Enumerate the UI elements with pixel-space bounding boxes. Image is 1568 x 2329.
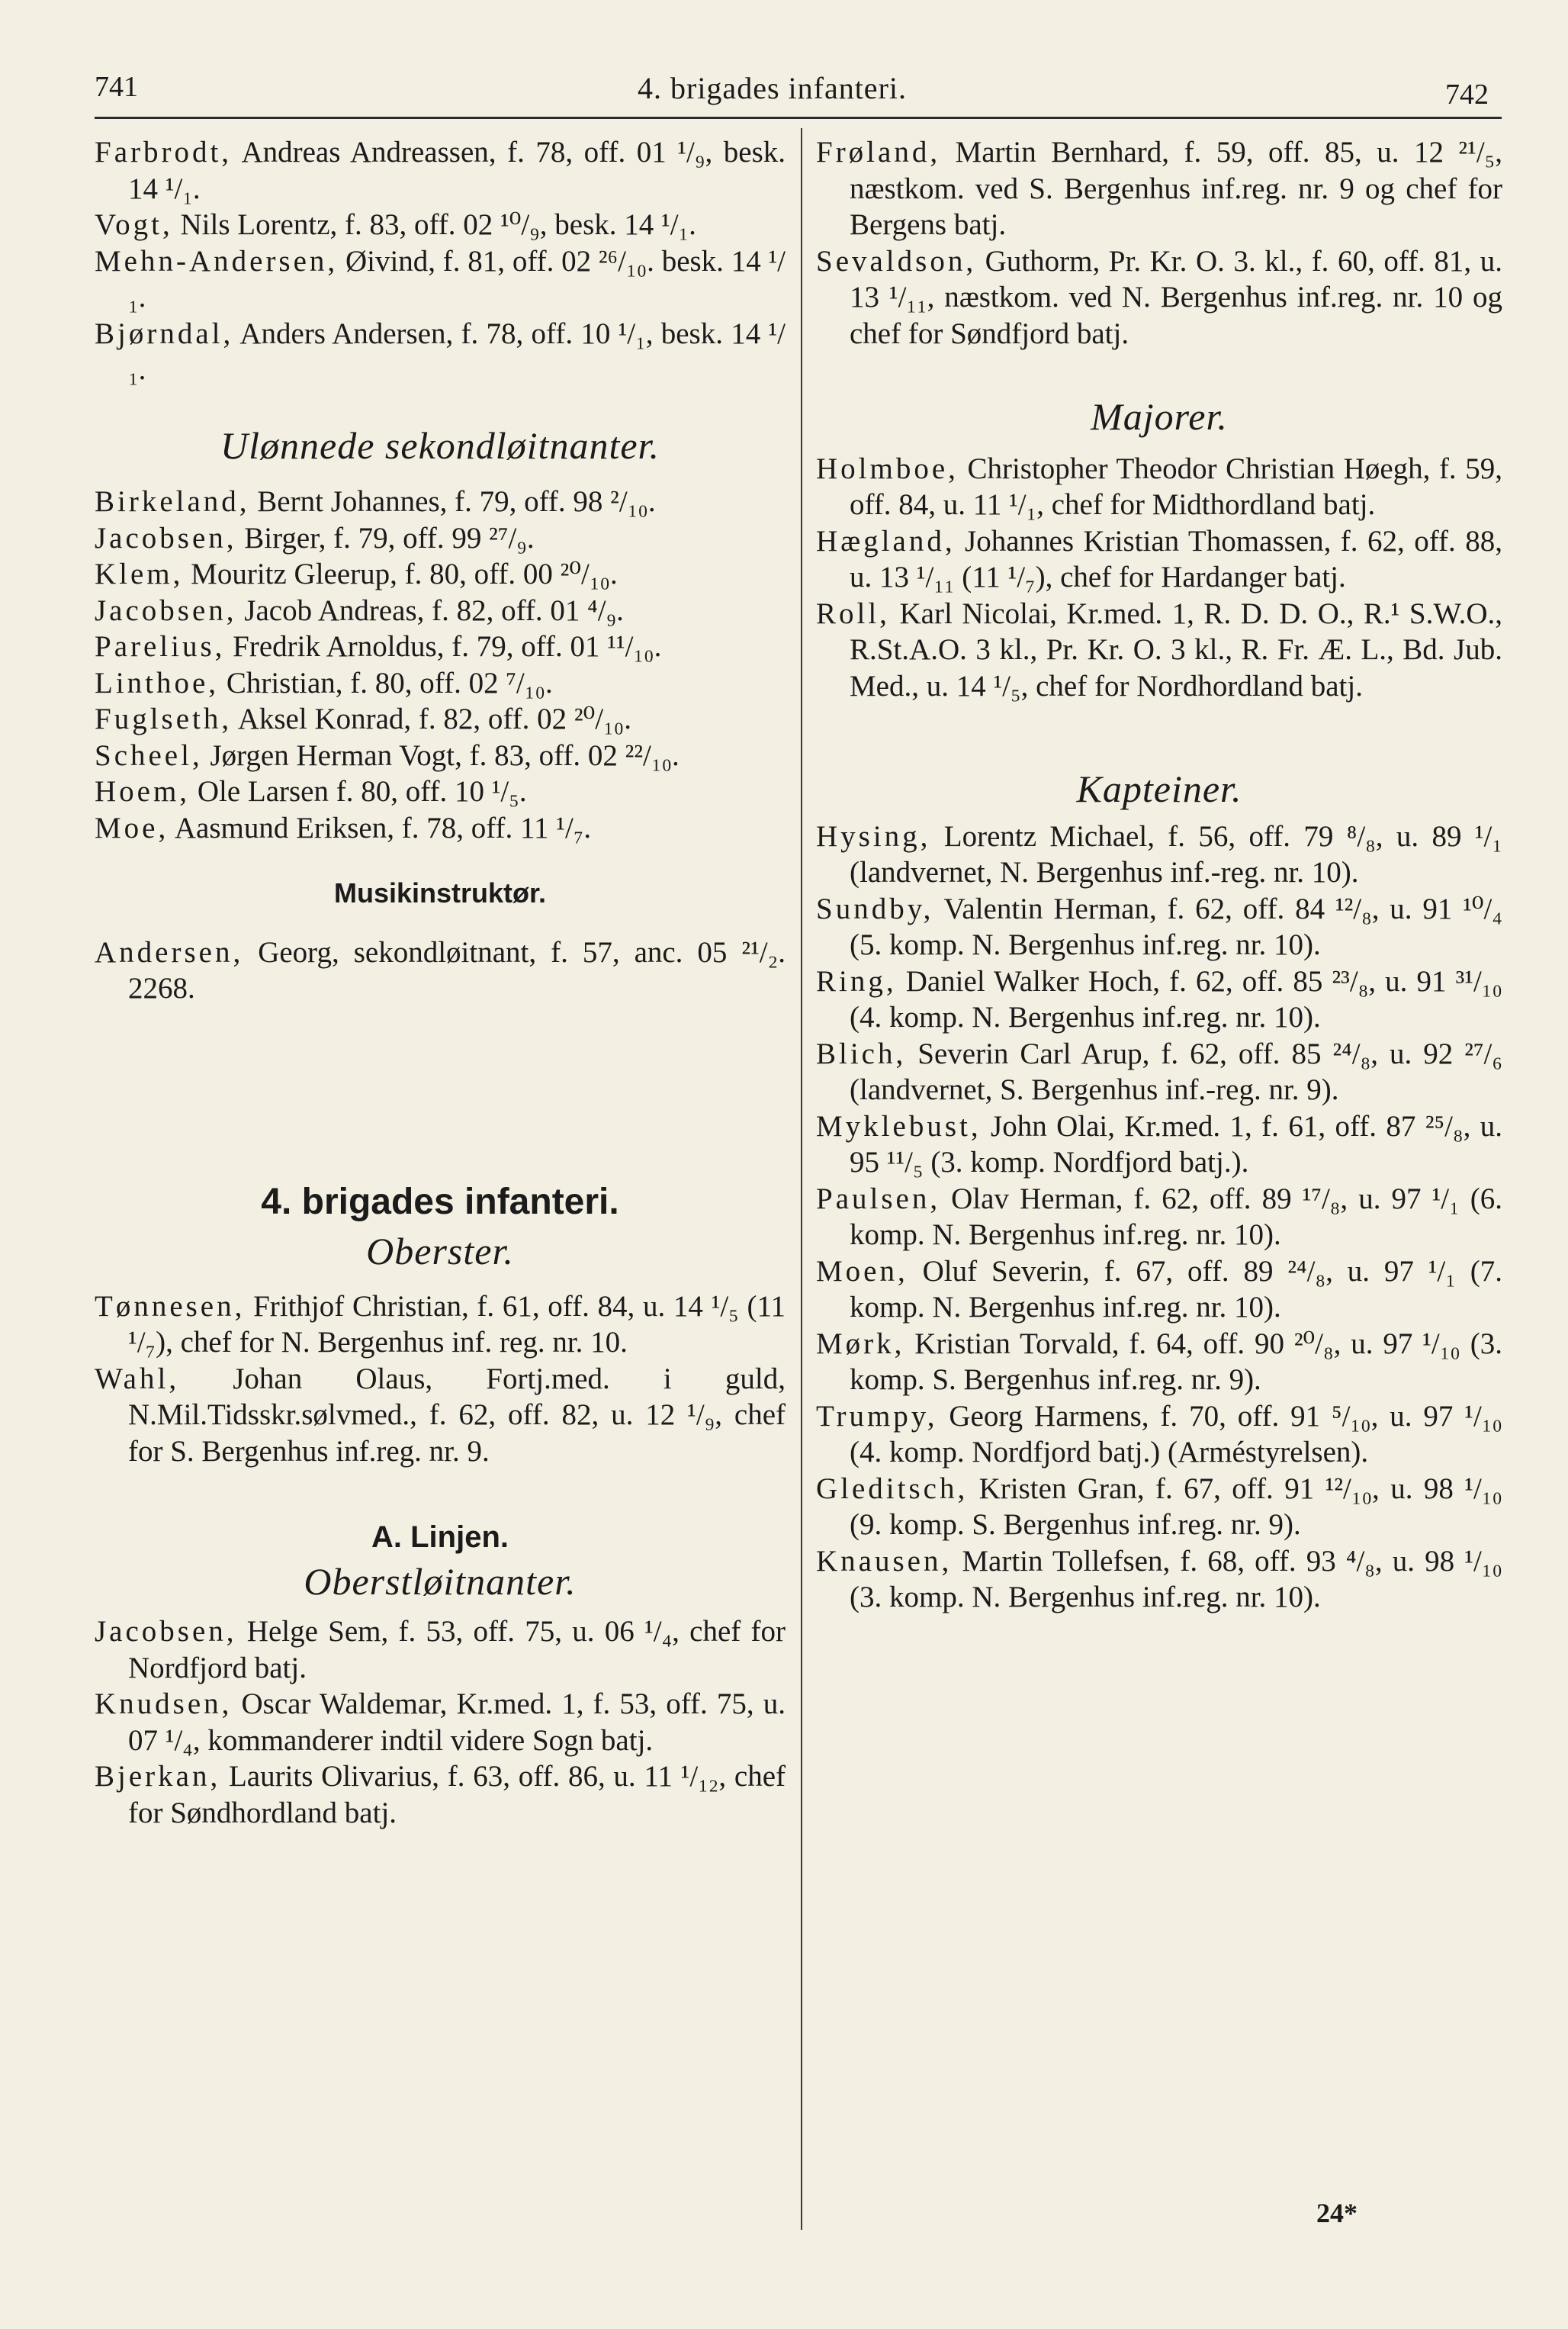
list-item — [816, 1543, 1502, 1616]
entry-text: Johannes Kristian Thomassen, f. 62, off. 88, u. 13 ¹/₁₁ (11 ¹/₇), chef for Hardanger batj. — [850, 524, 1502, 594]
entry-text: Martin Tollefsen, f. 68, off. 93 ⁴/₈, u. 98 ¹/₁₀ (3. komp. N. Bergenhus inf.reg. nr. 10). — [850, 1544, 1502, 1613]
section-heading-musik: Musikinstruktør. — [333, 877, 547, 909]
list-item — [95, 774, 786, 810]
list-item — [95, 484, 786, 520]
page-header — [0, 67, 1568, 113]
header-rule — [95, 117, 1502, 119]
list-item — [816, 1108, 1502, 1181]
surname: Frøland, — [816, 136, 941, 169]
surname: Ring, — [816, 964, 897, 998]
entry-list — [816, 451, 1502, 705]
entry-text: Daniel Walker Hoch, f. 62, off. 85 ²³/₈, u. 91 ³¹/₁₀ (4. komp. N. Bergenhus inf.reg. nr. 10). — [850, 964, 1502, 1034]
entry-text: Aasmund Eriksen, f. 78, off. 11 ¹/₇. — [169, 811, 592, 844]
entry-text: Christian, f. 80, off. 02 ⁷/₁₀. — [219, 666, 553, 700]
entry-text: Jørgen Herman Vogt, f. 83, off. 02 ²²/₁₀. — [202, 738, 680, 772]
surname: Myklebust, — [816, 1109, 982, 1143]
entry-text: Aksel Konrad, f. 82, off. 02 ²⁰/₁₀. — [232, 703, 632, 735]
surname: Mørk, — [816, 1327, 905, 1360]
entry-text: John Olai, Kr.med. 1, f. 61, off. 87 ²⁵/₈, u. 95 ¹¹/₅ (3. komp. Nordfjord batj.). — [850, 1109, 1502, 1179]
surname: Sundby, — [816, 892, 934, 925]
entry-text: Helge Sem, f. 53, off. 75, u. 06 ¹/₄, chef for Nordfjord batj. — [128, 1615, 786, 1684]
surname: Hysing, — [816, 819, 931, 853]
list-item — [816, 819, 1502, 891]
entry-text: Georg, sekondløitnant, f. 57, anc. 05 ²¹/₂. 2268. — [128, 935, 786, 1005]
section-heading-oberster: Oberster. — [366, 1230, 514, 1272]
entry-list — [816, 134, 1502, 352]
entry-list — [95, 1613, 786, 1831]
entry-text: Kristian Torvald, f. 64, off. 90 ²⁰/₈, u. 97 ¹/₁₀ (3. komp. S. Bergenhus inf.reg. nr. 9). — [850, 1327, 1502, 1396]
entry-text: Oluf Severin, f. 67, off. 89 ²⁴/₈, u. 97 ¹/₁ (7. komp. N. Bergenhus inf.reg. nr. 10). — [850, 1254, 1502, 1324]
list-item — [95, 243, 786, 316]
list-item — [95, 207, 786, 243]
entry-list — [95, 484, 786, 846]
entry-text: Jacob Andreas, f. 82, off. 01 ⁴/₉. — [236, 594, 624, 627]
list-item — [816, 963, 1502, 1036]
entry-list — [95, 1288, 786, 1470]
surname: Wahl, — [95, 1362, 180, 1395]
surname: Bjerkan, — [95, 1760, 221, 1793]
list-item — [95, 1758, 786, 1831]
entry-text: Olav Herman, f. 62, off. 89 ¹⁷/₈, u. 97 ¹/₁ (6. komp. N. Bergenhus inf.reg. nr. 10). — [850, 1182, 1502, 1251]
surname: Knausen, — [816, 1544, 953, 1578]
surname: Bjørndal, — [95, 317, 234, 350]
surname: Vogt, — [95, 208, 173, 241]
entry-text: Christopher Theodor Christian Høegh, f. 59, off. 84, u. 11 ¹/₁, chef for Midthordland batj. — [850, 452, 1502, 521]
entry-text: Øivind, f. 81, off. 02 ²⁶/₁₀. besk. 14 ¹/₁. — [128, 244, 786, 314]
surname: Trumpy, — [816, 1399, 938, 1433]
list-item — [95, 665, 786, 702]
list-item — [95, 629, 786, 665]
surname: Linthoe, — [95, 666, 220, 700]
column-divider — [801, 128, 802, 2230]
surname: Blich, — [816, 1037, 907, 1070]
list-item — [816, 1398, 1502, 1471]
list-item — [816, 451, 1502, 523]
surname: Hægland, — [816, 524, 956, 558]
entry-text: Ole Larsen f. 80, off. 10 ¹/₅. — [190, 775, 527, 808]
surname: Jacobsen, — [95, 594, 237, 627]
surname: Moe, — [95, 811, 169, 844]
surname: Holmboe, — [816, 452, 959, 485]
surname: Gleditsch, — [816, 1472, 969, 1505]
list-item — [95, 1288, 786, 1361]
surname: Tønnesen, — [95, 1289, 246, 1323]
list-item — [95, 520, 786, 557]
list-item — [95, 738, 786, 774]
surname: Scheel, — [95, 738, 203, 772]
right-column — [816, 134, 1502, 1616]
surname: Parelius, — [95, 630, 226, 663]
section-heading-ulonnede: Ulønnede sekondløitnanter. — [220, 423, 660, 467]
signature-mark: 24* — [1316, 2198, 1358, 2228]
entry-text: Georg Harmens, f. 70, off. 91 ⁵/₁₀, u. 97 ¹/₁₀ (4. komp. Nordfjord batj.) (Arméstyrelsen). — [850, 1399, 1502, 1468]
surname: Sevaldson, — [816, 244, 977, 278]
surname: Andersen, — [95, 935, 244, 969]
list-item — [95, 810, 786, 847]
surname: Jacobsen, — [95, 521, 237, 555]
linjen-heading: A. Linjen. — [371, 1520, 509, 1554]
entry-list — [95, 134, 786, 388]
surname: Fuglseth, — [95, 703, 233, 735]
section-heading-kapteiner: Kapteiner. — [1076, 767, 1242, 810]
list-item — [816, 523, 1502, 596]
surname: Hoem, — [95, 775, 191, 808]
list-item — [816, 1181, 1502, 1253]
list-item — [816, 1471, 1502, 1543]
list-item — [816, 891, 1502, 963]
surname: Knudsen, — [95, 1687, 233, 1720]
entry-text: Mouritz Gleerup, f. 80, off. 00 ²⁰/₁₀. — [183, 558, 618, 590]
list-item — [95, 593, 786, 629]
list-item — [816, 1326, 1502, 1398]
entry-text: Guthorm, Pr. Kr. O. 3. kl., f. 60, off. 81, u. 13 ¹/₁₁, næstkom. ved N. Bergenhus inf.reg. nr. 10 og chef for Søndfjord batj. — [850, 244, 1502, 350]
entry-list — [816, 819, 1502, 1616]
list-item — [95, 934, 786, 1007]
entry-text: Oscar Waldemar, Kr.med. 1, f. 53, off. 75, u. 07 ¹/₄, kommanderer indtil videre Sogn batj. — [128, 1687, 786, 1757]
left-column — [95, 134, 786, 1831]
entry-text: Johan Olaus, Fortj.med. i guld, N.Mil.Tidsskr.sølvmed., f. 62, off. 82, u. 12 ¹/₉, chef for S. Bergenhus inf.reg. nr. 9. — [128, 1362, 786, 1468]
right-page-number: 742 — [1445, 79, 1489, 111]
list-item — [95, 1361, 786, 1470]
list-item — [95, 701, 786, 738]
list-item — [95, 134, 786, 207]
entry-text: Lorentz Michael, f. 56, off. 79 ⁸/₈, u. 89 ¹/₁ (landvernet, N. Bergenhus inf.-reg. nr. 10). — [850, 819, 1502, 889]
brigade-heading: 4. brigades infanteri. — [261, 1181, 619, 1222]
list-item — [816, 596, 1502, 705]
surname: Birkeland, — [95, 485, 250, 518]
list-item — [95, 1613, 786, 1686]
entry-text: Karl Nicolai, Kr.med. 1, R. D. D. O., R.¹ S.W.O., R.St.A.O. 3 kl., Pr. Kr. O. 3 kl., R. Fr. Æ. L., Bd. Jub. Med., u. 14 ¹/₅, chef for Nordhordland batj. — [850, 597, 1502, 703]
entry-text: Severin Carl Arup, f. 62, off. 85 ²⁴/₈, u. 92 ²⁷/₆ (landvernet, S. Bergenhus inf.-reg. nr. 9). — [850, 1037, 1502, 1106]
left-page-number: 741 — [95, 71, 138, 103]
surname: Mehn-Andersen, — [95, 244, 339, 278]
entry-text: Anders Andersen, f. 78, off. 10 ¹/₁, besk. 14 ¹/₁. — [128, 317, 786, 386]
list-item — [816, 243, 1502, 352]
surname: Jacobsen, — [95, 1615, 237, 1648]
surname: Moen, — [816, 1254, 908, 1288]
entry-text: Martin Bernhard, f. 59, off. 85, u. 12 ²¹/₅, næstkom. ved S. Bergenhus inf.reg. nr. 9 og chef for Bergens batj. — [850, 136, 1502, 241]
entry-text: Frithjof Christian, f. 61, off. 84, u. 14 ¹/₅ (11 ¹/₇), chef for N. Bergenhus inf. reg. nr. 10. — [128, 1289, 786, 1359]
running-title: 4. brigades infanteri. — [638, 71, 907, 105]
entry-text: Andreas Andreassen, f. 78, off. 01 ¹/₉, besk. 14 ¹/₁. — [128, 136, 786, 205]
list-item — [816, 134, 1502, 243]
entry-text: Bernt Johannes, f. 79, off. 98 ²/₁₀. — [249, 485, 656, 518]
list-item — [816, 1253, 1502, 1326]
entry-text: Valentin Herman, f. 62, off. 84 ¹²/₈, u. 91 ¹⁰/₄ (5. komp. N. Bergenhus inf.reg. nr. 10). — [850, 892, 1502, 961]
list-item — [95, 316, 786, 388]
entry-text: Laurits Olivarius, f. 63, off. 86, u. 11 ¹/₁₂, chef for Søndhordland batj. — [128, 1760, 786, 1829]
list-item — [95, 556, 786, 593]
entry-text: Fredrik Arnoldus, f. 79, off. 01 ¹¹/₁₀. — [225, 630, 662, 663]
section-heading-oberstloitnanter: Oberstløitnanter. — [304, 1559, 577, 1603]
surname: Klem, — [95, 558, 184, 590]
surname: Roll, — [816, 597, 890, 630]
surname: Paulsen, — [816, 1182, 941, 1215]
list-item — [816, 1036, 1502, 1108]
surname: Farbrodt, — [95, 136, 233, 169]
entry-list — [95, 934, 786, 1007]
entry-text: Birger, f. 79, off. 99 ²⁷/₉. — [236, 521, 535, 555]
list-item — [95, 1686, 786, 1758]
entry-text: Kristen Gran, f. 67, off. 91 ¹²/₁₀, u. 98 ¹/₁₀ (9. komp. S. Bergenhus inf.reg. nr. 9). — [850, 1472, 1502, 1541]
entry-text: Nils Lorentz, f. 83, off. 02 ¹⁰/₉, besk. 14 ¹/₁. — [172, 208, 696, 241]
section-heading-majorer: Majorer. — [1091, 395, 1228, 438]
